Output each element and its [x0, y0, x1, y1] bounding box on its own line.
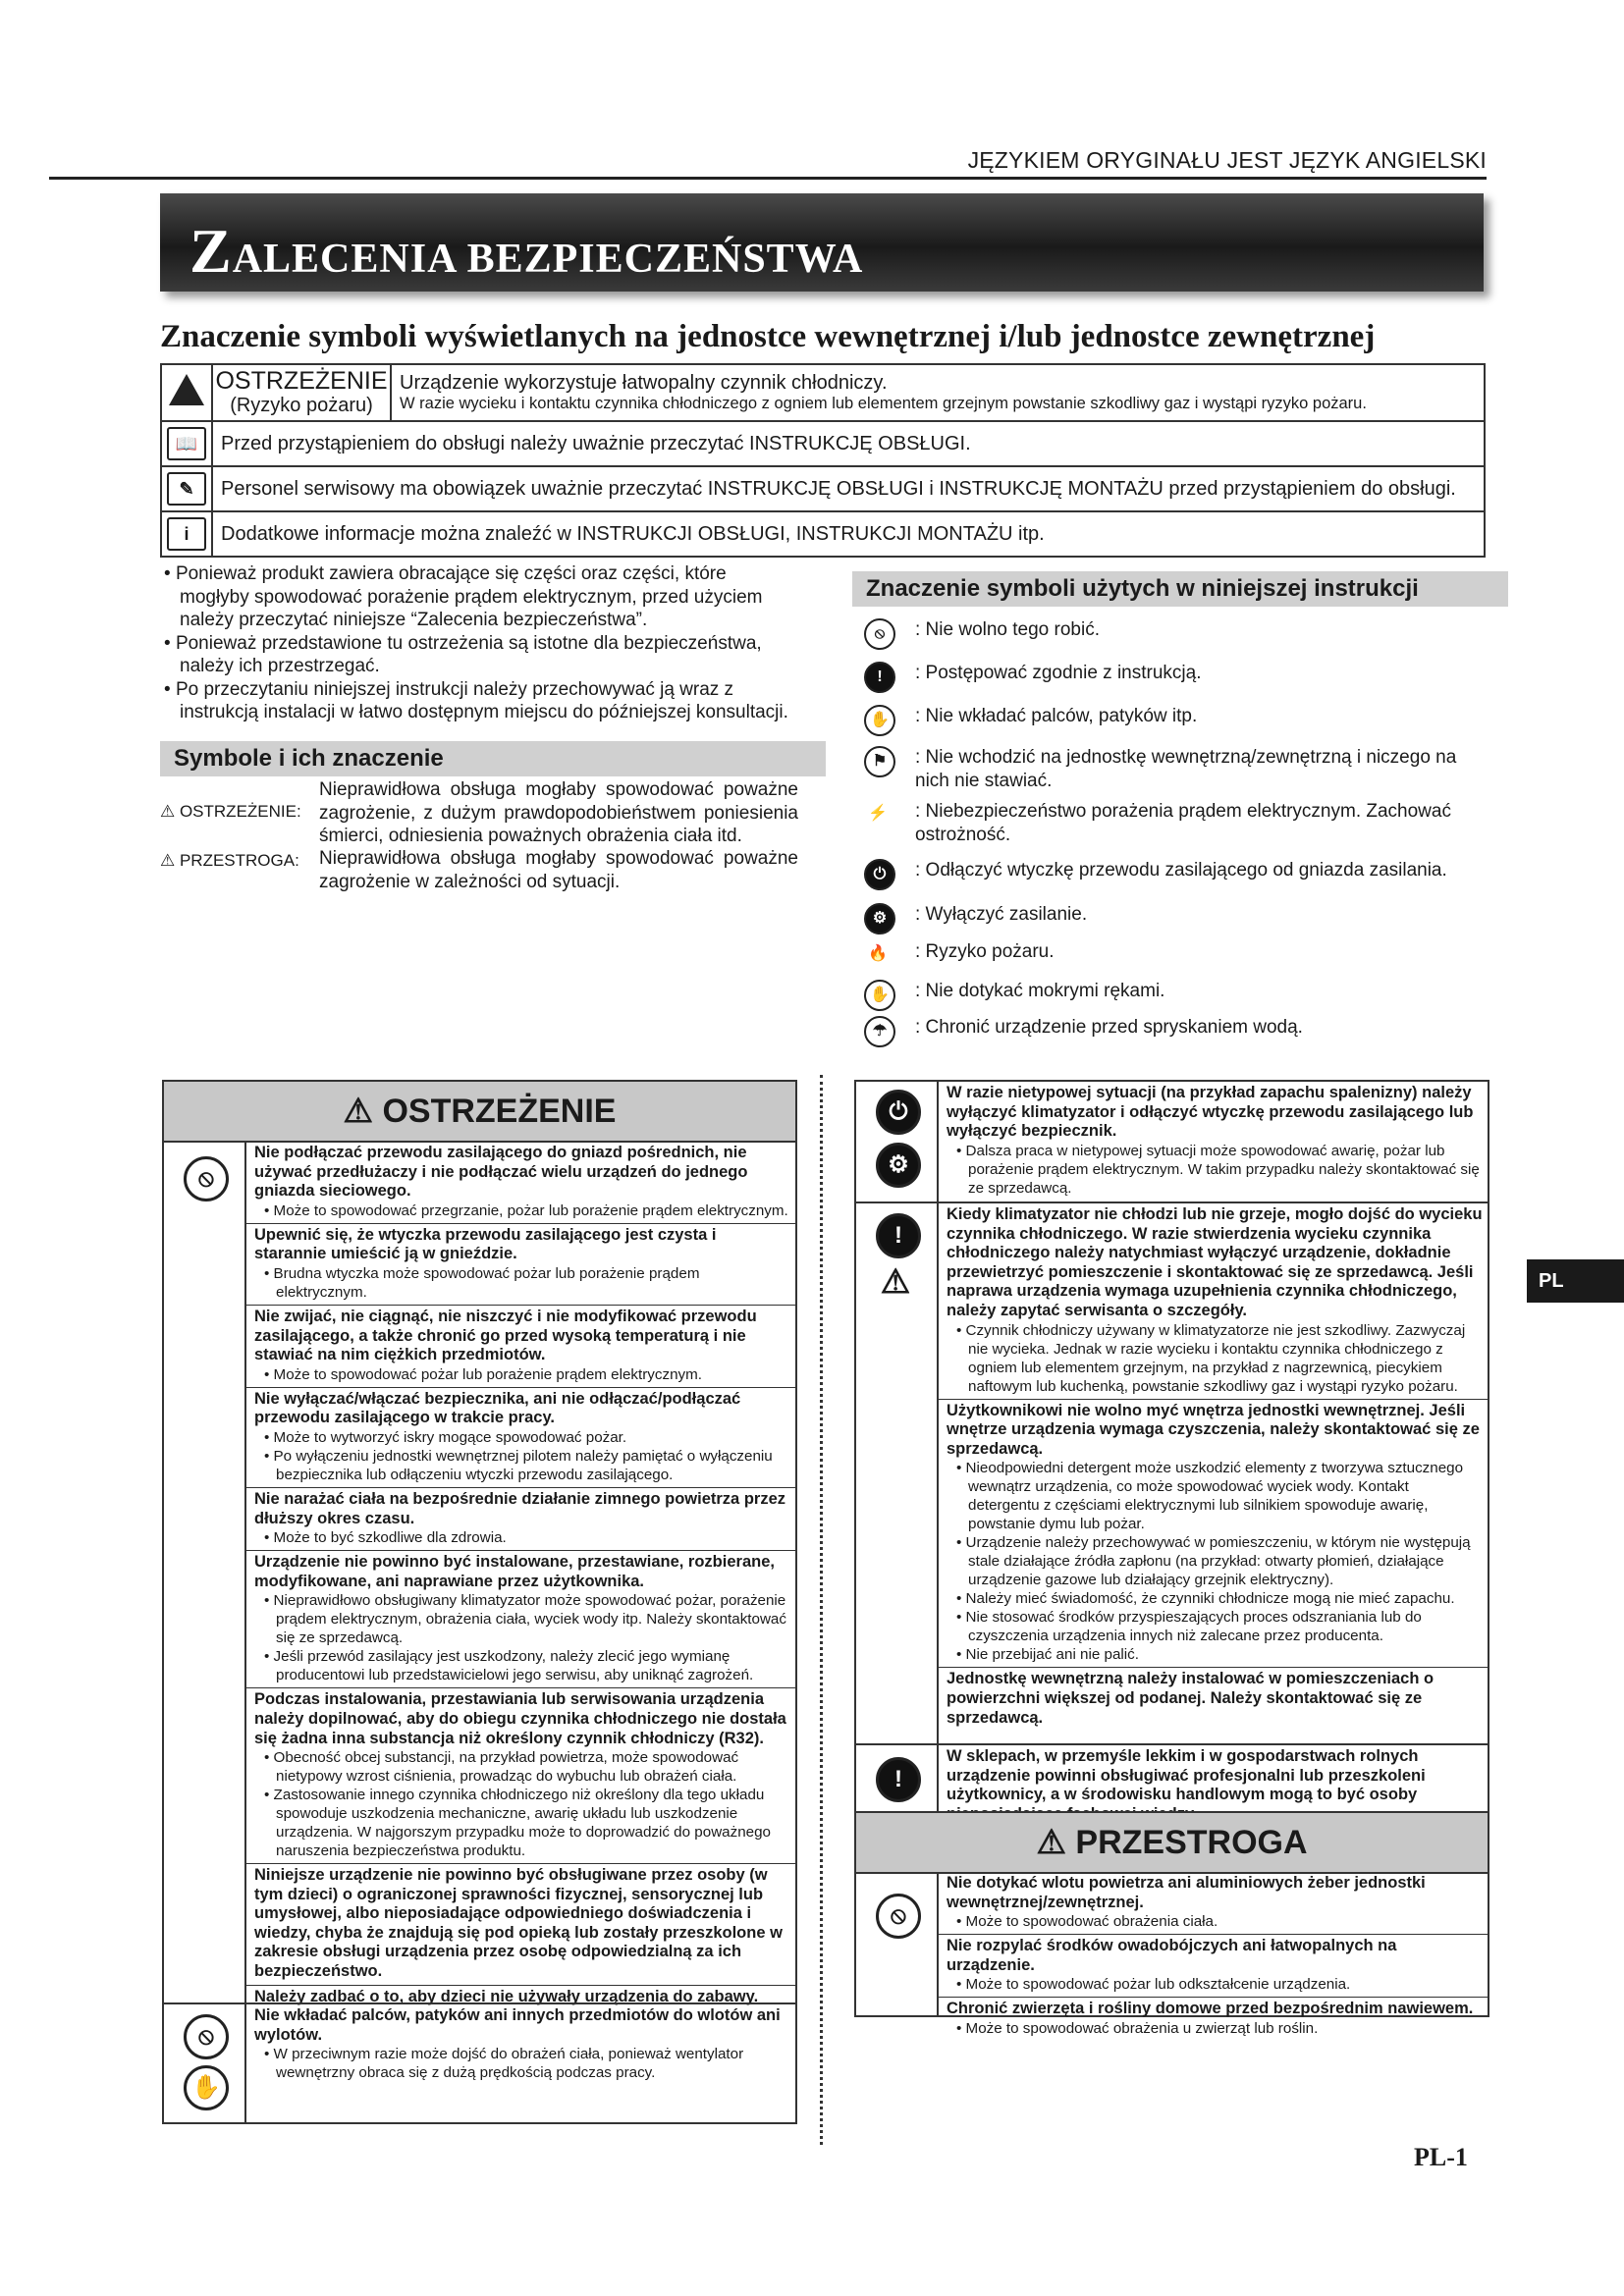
prohibited-icon: ⦸	[864, 618, 895, 650]
mandatory-icon: !	[876, 1757, 921, 1802]
list-item	[939, 1400, 1488, 1669]
entry-title: Nie dotykać wlotu powietrza ani aluminiowych żeber jednostki wewnętrznej/zewnętrznej.	[947, 1874, 1426, 1911]
entry-title: Nie narażać ciała na bezpośrednie działanie zimnego powietrza przez dłuższy okres czasu.	[254, 1489, 785, 1527]
read-manual-text: Przed przystąpieniem do obsługi należy uważnie przeczytać INSTRUKCJĘ OBSŁUGI.	[212, 421, 1485, 466]
no-climbing-icon: ⚑	[864, 746, 895, 777]
entry-note: • Jeśli przewód zasilający jest uszkodzony, należy zlecić jego wymianę producentowi lub przedstawicielowi jego serwisu, aby uniknąć zagrożeń.	[254, 1647, 791, 1684]
manual-book-icon: 📖	[161, 421, 212, 466]
entry-title: Nie podłączać przewodu zasilającego do gniazd pośrednich, nie używać przedłużaczy i nie podłączać wielu urządzeń do jednego gniazda sieciowego.	[254, 1144, 748, 1201]
electric-shock-icon: ⚡	[868, 805, 888, 822]
warning-legend-text: Nieprawidłowa obsługa mogłaby spowodować poważne zagrożenie, z dużym prawdopodobieństwem poniesienia śmierci, odniesienia poważnych obrażenia ciała itd.	[319, 779, 798, 846]
entry-note: • Zastosowanie innego czynnika chłodniczego niż określony dla tego układu spowoduje uszkodzenia mechaniczne, awarię układu lub uszkodzenie urządzenia. W najgorszym przypadku może to doprowadzić do poważnego naruszenia bezpieczeństwa produktu.	[254, 1786, 791, 1860]
page-title: ZALECENIA BEZPIECZEŃSTWA	[189, 216, 864, 286]
entry-title: Jednostkę wewnętrzną należy instalować w pomieszczeniach o powierzchni większej od podanej. Należy skontaktować się ze sprzedawcą.	[947, 1670, 1435, 1727]
unit-symbols-table	[160, 363, 1486, 558]
list-item	[246, 1864, 795, 1986]
fire-risk-icon: 🔥	[868, 945, 888, 962]
entry-title: Użytkownikowi nie wolno myć wnętrza jednostki wewnętrznej. Jeśli wnętrze urządzenia wymaga czyszczenia, należy skontaktować się ze sprzedawcą.	[947, 1401, 1480, 1458]
entry-note: • Nieodpowiedni detergent może uszkodzić elementy z tworzywa sztucznego wewnątrz urządzenia, co może spowodować wyciek wody. Kontakt detergentu z częściami elektrycznymi lub silnikiem spowoduje awarię, powstanie dymu lub pożar.	[947, 1459, 1484, 1533]
entry-note: • W przeciwnym razie może dojść do obrażeń ciała, ponieważ wentylator wewnętrzny obraca się z dużą prędkością podczas pracy.	[254, 2045, 791, 2082]
caution-legend-label: ⚠ PRZESTROGA:	[160, 851, 299, 870]
caution-box-title: ⚠ PRZESTROGA	[856, 1811, 1488, 1874]
caution-entries	[939, 1872, 1488, 2041]
entry-note: • Może to spowodować pożar lub porażenie prądem elektrycznym.	[254, 1365, 791, 1384]
intro-bullet: • Ponieważ produkt zawiera obracające się części oraz części, które mogłyby spowodować porażenie prądem elektrycznym, przed użyciem należy przeczytać niniejsze “Zalecenia bezpieczeństwa”.	[160, 562, 798, 632]
entry-title: Chronić zwierzęta i rośliny domowe przed bezpośrednim nawiewem.	[947, 2000, 1474, 2018]
entry-note: • Może to spowodować pożar lub odkształcenie urządzenia.	[947, 1975, 1484, 1994]
entry-note: • Czynnik chłodniczy używany w klimatyzatorze nie jest szkodliwy. Zazwyczaj nie wycieka. Jednak w razie wycieku i kontaktu czynnika chłodniczego z ogniem lub elementem grzejnym, na przykład z nagrzewnicą, piecykiem naftowym lub kuchenką, powstanie szkodliwy gaz i wystąpi ryzyko pożaru.	[947, 1321, 1484, 1396]
entry-note: • Może to spowodować przegrzanie, pożar lub porażenie prądem elektrycznym.	[254, 1201, 791, 1220]
warning-entries	[246, 1142, 795, 2009]
entry-note: • Nie przebijać ani nie palić.	[947, 1645, 1484, 1664]
entry-title: Nie rozpylać środków owadobójczych ani łatwopalnych na urządzenie.	[947, 1937, 1397, 1974]
intro-bullet: • Ponieważ przedstawione tu ostrzeżenia są istotne dla bezpieczeństwa, należy ich przestrzegać.	[160, 632, 798, 678]
entry-title: Należy zadbać o to, aby dzieci nie używały urządzenia do zabawy.	[254, 1987, 759, 2005]
service-personnel-text: Personel serwisowy ma obowiązek uważnie przeczytać INSTRUKCJĘ OBSŁUGI i INSTRUKCJĘ MONTAŻU przed przystąpieniem do obsługi.	[212, 466, 1485, 511]
refrigerant-section	[856, 1201, 1488, 1745]
entry-title: Kiedy klimatyzator nie chłodzi lub nie grzeje, mogło dojść do wycieku czynnika chłodniczego. W razie stwierdzenia wycieku czynnika chłodniczego należy natychmiast wyłączyć urządzenie, dokładnie przewietrzyć pomieszczenie i skontaktować się ze sprzedawcą. Jeśli naprawa urządzenia wymaga uzupełnienia czynnika chłodniczego, należy zapytać serwisanta o szczegóły.	[947, 1205, 1483, 1319]
fire-risk-icon: ⚠	[880, 1263, 911, 1301]
manual-symbols-heading: Znaczenie symboli użytych w niniejszej instrukcji	[852, 571, 1508, 607]
no-fingers-icon: ✋	[864, 705, 895, 736]
list-item	[246, 1388, 795, 1488]
page-number: PL-1	[1414, 2143, 1468, 2171]
entry-title: Niniejsze urządzenie nie powinno być obsługiwane przez osoby (w tym dzieci) o ograniczonej sprawności fizycznej, sensorycznej lub umysłowej, albo nieposiadające odpowiedniego doświadczenia i wiedzy, chyba że znajdują się pod opieką lub zostały przeszkolone w zakresie obsługi urządzenia przez osobę odpowiedzialną za ich bezpieczeństwo.	[254, 1866, 783, 1981]
list-item	[939, 1872, 1488, 1935]
warning-legend	[160, 778, 798, 848]
fire-risk-label: (Ryzyko pożaru)	[230, 395, 373, 416]
entry-title: W sklepach, w przemyśle lekkim i w gospodarstwach rolnych urządzenie powinni obsługiwać profesjonalni lub przeszkoleni użytkownicy, a w środowisku handlowym mogą to być osoby	[947, 1747, 1426, 1804]
language-tab: PL	[1527, 1259, 1624, 1303]
professional-use-section	[856, 1743, 1488, 1815]
refrigerant-leak-text: W razie wycieku i kontaktu czynnika chłodniczego z ogniem lub elementem grzejnym powstanie szkodliwy gaz i wystąpi ryzyko pożaru.	[400, 395, 1367, 412]
prohibited-icon: ⦸	[184, 1156, 229, 1201]
original-language-note: JĘZYKIEM ORYGINAŁU JEST JĘZYK ANGIELSKI	[967, 147, 1487, 173]
caution-legend	[160, 847, 798, 893]
flammable-refrigerant-text: Urządzenie wykorzystuje łatwopalny czynnik chłodniczy.	[400, 372, 888, 394]
refrigerant-entries	[939, 1203, 1488, 1731]
list-item	[246, 1551, 795, 1688]
entry-note: • Może to być szkodliwe dla zdrowia.	[254, 1528, 791, 1547]
symbols-heading: Znaczenie symboli wyświetlanych na jednostce wewnętrznej i/lub jednostce zewnętrznej	[160, 319, 1376, 354]
entry-title: Nie wyłączać/włączać bezpiecznika, ani nie odłączać/podłączać przewodu zasilającego w trakcie pracy.	[254, 1389, 741, 1427]
power-off-icon: ⚙	[864, 903, 895, 934]
entry-note: • Należy mieć świadomość, że czynniki chłodnicze mogą nie mieć zapachu.	[947, 1589, 1484, 1608]
entry-note: • Po wyłączeniu jednostki wewnętrznej pilotem należy pamiętać o wyłączeniu bezpiecznika lub odłączeniu wtyczki przewodu zasilającego.	[254, 1447, 791, 1484]
caution-legend-text: Nieprawidłowa obsługa mogłaby spowodować poważne zagrożenie w zależności od sytuacji.	[319, 848, 798, 892]
warning-label: OSTRZEŻENIE	[215, 367, 388, 395]
prohibited-icon: ⦸	[876, 1894, 921, 1939]
manual-symbols-list: ⦸ : Nie wolno tego robić. ! : Postępować zgodnie z instrukcją. ✋ : Nie wkładać palców, patyków itp. ⚑ : Nie wchodzić na jednostkę wewnętrzną/zewnętrzną i niczego na nich nie stawiać. ⚡ : Niebezpieczeństwo porażenia prądem elektrycznym. Zachować ostrożność. ⏻ : Odłączyć wtyczkę przewodu zasilającego od gniazda zasilania. ⚙ : Wyłączyć zasilanie. 🔥 : Ryzyko pożaru. ✋ : Nie dotykać mokrymi rękami. ☂ : Chronić urządzenie przed spryskaniem wodą.	[864, 618, 1483, 1050]
entry-note: • Dalsza praca w nietypowej sytuacji może spowodować awarię, pożar lub porażenie prądem elektrycznym. W takim przypadku należy skontaktować się ze sprzedawcą.	[947, 1142, 1484, 1198]
no-wet-hands-icon: ✋	[864, 980, 895, 1011]
entry-note: • Nieprawidłowo obsługiwany klimatyzator może spowodować pożar, porażenie prądem elektrycznym, obrażenia ciała, wyciek wody itp. Należy skontaktować się ze sprzedawcą.	[254, 1591, 791, 1647]
list-item	[939, 1668, 1488, 1731]
entry-note: • Może to spowodować obrażenia ciała.	[947, 1912, 1484, 1931]
mandatory-icon: !	[864, 662, 895, 693]
list-item	[246, 2004, 795, 2085]
right-warning-box	[854, 1080, 1489, 1815]
list-item	[246, 1488, 795, 1551]
entry-title: Upewnić się, że wtyczka przewodu zasilającego jest czysta i starannie umieścić ją w gnieździe.	[254, 1225, 717, 1263]
entry-note: • Brudna wtyczka może spowodować pożar lub porażenie prądem elektrycznym.	[254, 1264, 791, 1302]
list-item	[246, 1306, 795, 1388]
entry-title: Podczas instalowania, przestawiania lub serwisowania urządzenia należy dopilnować, aby do obiegu czynnika chłodniczego nie dostała się żadna inna substancja niż określony czynnik chłodniczy (R32).	[254, 1690, 786, 1747]
fire-warning-icon	[161, 364, 212, 421]
power-off-icon: ⚙	[876, 1143, 921, 1188]
abnormal-entries	[939, 1082, 1488, 1201]
warning-box	[162, 1080, 797, 2124]
list-item	[939, 1998, 1488, 2041]
entry-title: Urządzenie nie powinno być instalowane, przestawiane, rozbierane, modyfikowane, ani naprawiane przez użytkownika.	[254, 1553, 775, 1590]
list-item	[939, 1082, 1488, 1201]
entry-note: • Nie stosować środków przyspieszających proces odszraniania lub do czyszczenia urządzenia innych niż zalecane przez producenta.	[947, 1608, 1484, 1645]
warning-section-2	[164, 2002, 795, 2122]
list-item	[939, 1203, 1488, 1400]
abnormal-situation-section	[856, 1082, 1488, 1201]
symbols-meaning-heading: Symbole i ich znaczenie	[160, 741, 826, 776]
no-fingers-icon: ✋	[184, 2065, 229, 2110]
info-book-icon: i	[161, 511, 212, 557]
warning-section-1	[164, 1142, 795, 2005]
unplug-icon: ⏻	[876, 1090, 921, 1135]
unplug-icon: ⏻	[864, 859, 895, 890]
list-item	[939, 1935, 1488, 1998]
caution-box	[854, 1811, 1489, 2037]
entry-note: • Obecność obcej substancji, na przykład powietrza, może spowodować nietypowy wzrost ciśnienia, prowadząc do wybuchu lub obrażeń ciała.	[254, 1748, 791, 1786]
column-divider	[820, 1075, 823, 2145]
additional-info-text: Dodatkowe informacje można znaleźć w INSTRUKCJI OBSŁUGI, INSTRUKCJI MONTAŻU itp.	[212, 511, 1485, 557]
intro-bullet: • Po przeczytaniu niniejszej instrukcji należy przechowywać ją wraz z instrukcją instalacji w łatwo dostępnym miejscu do późniejszej konsultacji.	[160, 678, 798, 724]
entry-title: Nie zwijać, nie ciągnąć, nie niszczyć i nie modyfikować przewodu zasilającego, a także chronić go przed wysoką temperaturą i nie stawiać na nim ciężkich przedmiotów.	[254, 1307, 757, 1364]
list-item	[246, 1224, 795, 1306]
caution-section	[856, 1872, 1488, 2037]
entry-note: • Może to spowodować obrażenia u zwierząt lub roślin.	[947, 2019, 1484, 2038]
no-water-spray-icon: ☂	[864, 1016, 895, 1047]
title-banner	[160, 193, 1484, 292]
mandatory-icon: !	[876, 1213, 921, 1258]
prohibited-icon: ⦸	[184, 2014, 229, 2059]
entry-note: • Może to wytworzyć iskry mogące spowodować pożar.	[254, 1428, 791, 1447]
warning-box-title: ⚠ OSTRZEŻENIE	[164, 1082, 795, 1143]
service-manual-icon: ✎	[161, 466, 212, 511]
entry-title: Nie wkładać palców, patyków ani innych przedmiotów do wlotów ani wylotów.	[254, 2006, 781, 2044]
warning-entries-2	[246, 2004, 795, 2085]
header-rule	[49, 177, 1487, 180]
list-item	[246, 1142, 795, 1224]
warning-legend-label: ⚠ OSTRZEŻENIE:	[160, 802, 301, 821]
entry-title: W razie nietypowej sytuacji (na przykład zapachu spalenizny) należy wyłączyć klimatyzator i odłączyć wtyczkę przewodu zasilającego lub wyłączyć bezpiecznik.	[947, 1084, 1474, 1141]
entry-note: • Urządzenie należy przechowywać w pomieszczeniu, w którym nie występują stale działające źródła zapłonu (na przykład: otwarty płomień, działające urządzenie gazowe lub działający grzejnik elektryczny).	[947, 1533, 1484, 1589]
intro-bullets	[160, 562, 798, 724]
list-item	[246, 1688, 795, 1864]
